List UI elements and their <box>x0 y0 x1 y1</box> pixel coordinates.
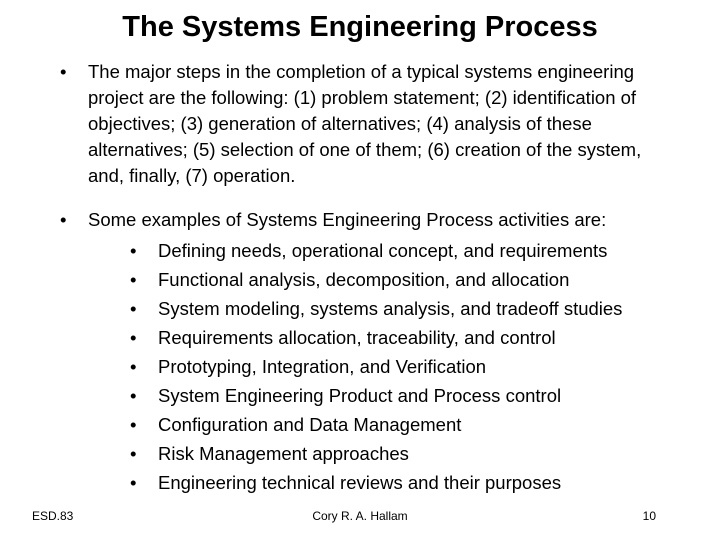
sub-bullet-marker: • <box>130 443 137 464</box>
bullet-marker: • <box>60 61 67 82</box>
sub-bullet-text: System Engineering Product and Process control <box>158 385 562 406</box>
sub-bullet-text: Defining needs, operational concept, and requirements <box>158 240 608 261</box>
sub-bullet-text: Risk Management approaches <box>158 443 409 464</box>
sub-bullet-text: Prototyping, Integration, and Verification <box>158 356 487 377</box>
footer-course-code: ESD.83 <box>32 509 74 523</box>
bullet-text: Some examples of Systems Engineering Process activities are: <box>88 209 607 230</box>
sub-bullet-marker: • <box>130 240 137 261</box>
sub-bullet-item <box>130 352 690 381</box>
bullet-item <box>60 59 660 189</box>
footer-page-number: 10 <box>642 509 656 523</box>
sub-bullet-item <box>130 410 690 439</box>
sub-bullet-list <box>130 236 690 497</box>
sub-bullet-item <box>130 323 690 352</box>
sub-bullet-item <box>130 381 690 410</box>
sub-bullet-item <box>130 468 690 497</box>
bullet-item <box>60 207 660 233</box>
sub-bullet-item <box>130 439 690 468</box>
sub-bullet-marker: • <box>130 269 137 290</box>
sub-bullet-item <box>130 294 690 323</box>
sub-bullet-marker: • <box>130 298 137 319</box>
sub-bullet-text: Requirements allocation, traceability, and control <box>158 327 556 348</box>
sub-bullet-text: Engineering technical reviews and their purposes <box>158 472 562 493</box>
bullet-text: The major steps in the completion of a typical systems engineering project are the following: (1) problem statement; (2) identification of objectives; (3) generation of alternatives; (4) analysis of these alternatives; (5) selection of one of them; (6) creation of the system, and, finally, (7) operation. <box>88 61 642 186</box>
sub-bullet-marker: • <box>130 472 137 493</box>
sub-bullet-item <box>130 236 690 265</box>
sub-bullet-text: System modeling, systems analysis, and tradeoff studies <box>158 298 623 319</box>
sub-bullet-marker: • <box>130 414 137 435</box>
sub-bullet-text: Functional analysis, decomposition, and allocation <box>158 269 570 290</box>
sub-bullet-text: Configuration and Data Management <box>158 414 462 435</box>
slide-title: The Systems Engineering Process <box>122 11 598 43</box>
sub-bullet-marker: • <box>130 327 137 348</box>
sub-bullet-marker: • <box>130 385 137 406</box>
bullet-marker: • <box>60 209 67 230</box>
sub-bullet-item <box>130 265 690 294</box>
sub-bullet-marker: • <box>130 356 137 377</box>
footer-author: Cory R. A. Hallam <box>312 509 408 523</box>
